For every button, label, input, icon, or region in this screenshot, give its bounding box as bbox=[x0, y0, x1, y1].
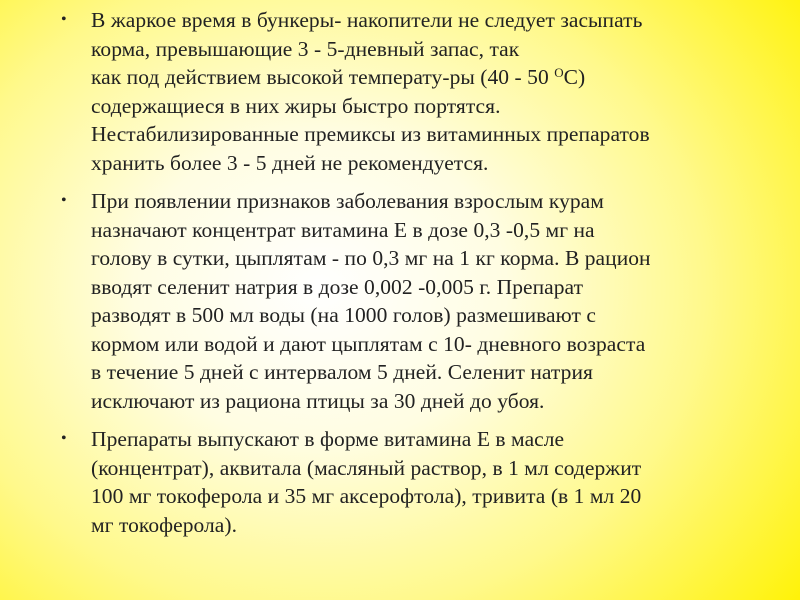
slide-content bbox=[58, 6, 734, 549]
bullet-item-forms bbox=[58, 425, 734, 539]
text-line: В жаркое время в бункеры- накопители не следует засыпать bbox=[91, 8, 643, 32]
text-line: голову в сутки, цыплятам - по 0,3 мг на 1 кг корма. В рацион bbox=[91, 246, 651, 270]
bullet-icon: • bbox=[61, 430, 67, 447]
text-line: Препараты выпускают в форме витамина Е в масле bbox=[91, 427, 565, 451]
text-line: 100 мг токоферола и 35 мг аксерофтола), тривита (в 1 мл 20 bbox=[91, 484, 642, 508]
bullet-item-storage bbox=[58, 6, 734, 177]
text-line: (концентрат), аквитала (масляный раствор, в 1 мл содержит bbox=[91, 455, 642, 480]
bullet-icon: • bbox=[61, 11, 67, 28]
text-line: мг токоферола). bbox=[91, 512, 238, 537]
text-line: кормом или водой и дают цыплятам с 10- дневного возраста bbox=[91, 331, 646, 356]
text-line: в течение 5 дней с интервалом 5 дней. Селенит натрия bbox=[91, 360, 593, 384]
text-line: хранить более 3 - 5 дней не рекомендуется. bbox=[91, 150, 489, 175]
text-line: исключают из рациона птицы за 30 дней до убоя. bbox=[91, 388, 545, 413]
text-line: содержащиеся в них жиры быстро портятся. bbox=[91, 93, 501, 118]
text-line bbox=[91, 63, 734, 92]
text-line: При появлении признаков заболевания взрослым курам bbox=[91, 189, 604, 213]
degree-superscript: O bbox=[554, 64, 564, 80]
text-fragment: как под действием высокой температу-ры (40 - 50 bbox=[91, 65, 555, 89]
text-line: Нестабилизированные премиксы из витаминных препаратов bbox=[91, 122, 650, 146]
text-line: разводят в 500 мл воды (на 1000 голов) размешивают с bbox=[91, 303, 596, 327]
text-line: вводят селенит натрия в дозе 0,002 -0,005 г. Препарат bbox=[91, 274, 584, 299]
bullet-list bbox=[58, 6, 734, 539]
text-fragment: C) bbox=[563, 65, 586, 89]
bullet-icon: • bbox=[61, 192, 67, 209]
text-line: назначают концентрат витамина Е в дозе 0,3 -0,5 мг на bbox=[91, 217, 595, 242]
bullet-item-treatment bbox=[58, 187, 734, 415]
text-line: корма, превышающие 3 - 5-дневный запас, так bbox=[91, 36, 520, 61]
